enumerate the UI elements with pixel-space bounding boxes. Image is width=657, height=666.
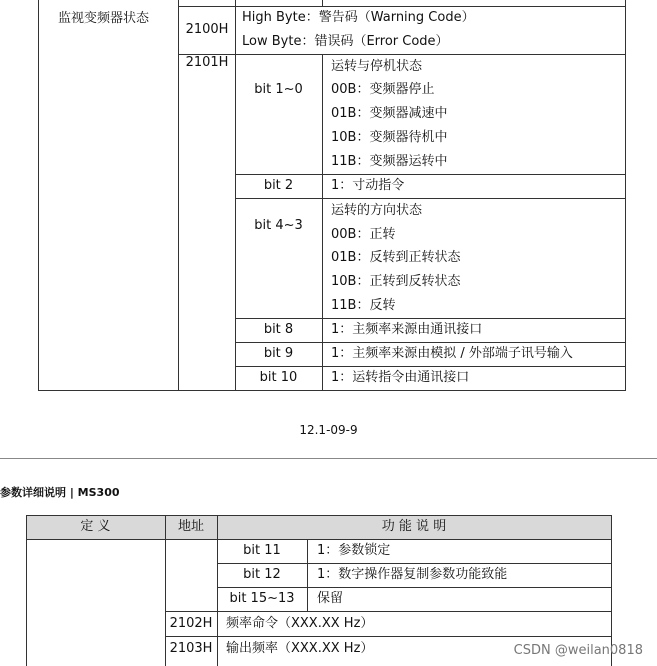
watermark: CSDN @weilan0818 — [513, 643, 643, 658]
page-number: 12.1-09-9 — [299, 423, 358, 437]
bit-label: bit 9 — [263, 346, 294, 361]
bit-label: bit 12 — [243, 567, 281, 582]
bit-label: bit 8 — [263, 322, 294, 337]
high-byte-text: High Byte：警告码（Warning Code） — [242, 10, 475, 25]
bit-desc-line: 1：数字操作器复制参数功能致能 — [317, 567, 508, 582]
bit-label: bit 4~3 — [254, 218, 303, 233]
bit-label: bit 1~0 — [254, 82, 303, 97]
section-label: 监视变频器状态 — [58, 11, 150, 26]
running-header: 参数详细说明 | MS300 — [0, 486, 120, 499]
bit-desc-line: 1：寸动指令 — [331, 178, 405, 193]
bit-label: bit 15~13 — [229, 591, 295, 606]
bit-desc-line: 1：参数锁定 — [317, 543, 391, 558]
address-desc: 频率命令（XXX.XX Hz） — [226, 616, 374, 631]
bit-desc-line: 1：运转指令由通讯接口 — [331, 370, 470, 385]
bit-desc-line: 保留 — [317, 591, 344, 606]
bit-desc-line: 运转的方向状态 — [331, 203, 423, 218]
low-byte-text: Low Byte：错误码（Error Code） — [242, 34, 449, 49]
page-separator — [0, 458, 657, 459]
column-header-address: 地址 — [177, 519, 204, 534]
bit-label: bit 10 — [259, 370, 298, 385]
bit-label: bit 11 — [243, 543, 281, 558]
bit-desc-line: 11B：变频器运转中 — [331, 154, 448, 169]
address-2101h: 2101H — [185, 55, 229, 70]
address-2103h: 2103H — [169, 641, 213, 656]
bit-desc-line: 运转与停机状态 — [331, 59, 423, 74]
address-desc: 输出频率（XXX.XX Hz） — [226, 641, 374, 656]
column-header-function: 功 能 说 明 — [381, 519, 447, 534]
bit-desc-line: 00B：正转 — [331, 227, 396, 242]
address-2102h: 2102H — [169, 616, 213, 631]
bit-label: bit 2 — [263, 178, 294, 193]
bit-desc-line: 10B：正转到反转状态 — [331, 274, 461, 289]
bit-desc-line: 1：主频率来源由通讯接口 — [331, 322, 483, 337]
bit-desc-line: 01B：变频器减速中 — [331, 106, 448, 121]
bit-desc-line: 11B：反转 — [331, 298, 396, 313]
bit-desc-line: 1：主频率来源由模拟 / 外部端子讯号输入 — [331, 346, 573, 361]
bit-desc-line: 01B：反转到正转状态 — [331, 250, 461, 265]
address-2100h: 2100H — [185, 22, 229, 37]
bit-desc-line: 00B：变频器停止 — [331, 82, 435, 97]
column-header-definition: 定 义 — [80, 519, 111, 534]
bit-desc-line: 10B：变频器待机中 — [331, 130, 448, 145]
